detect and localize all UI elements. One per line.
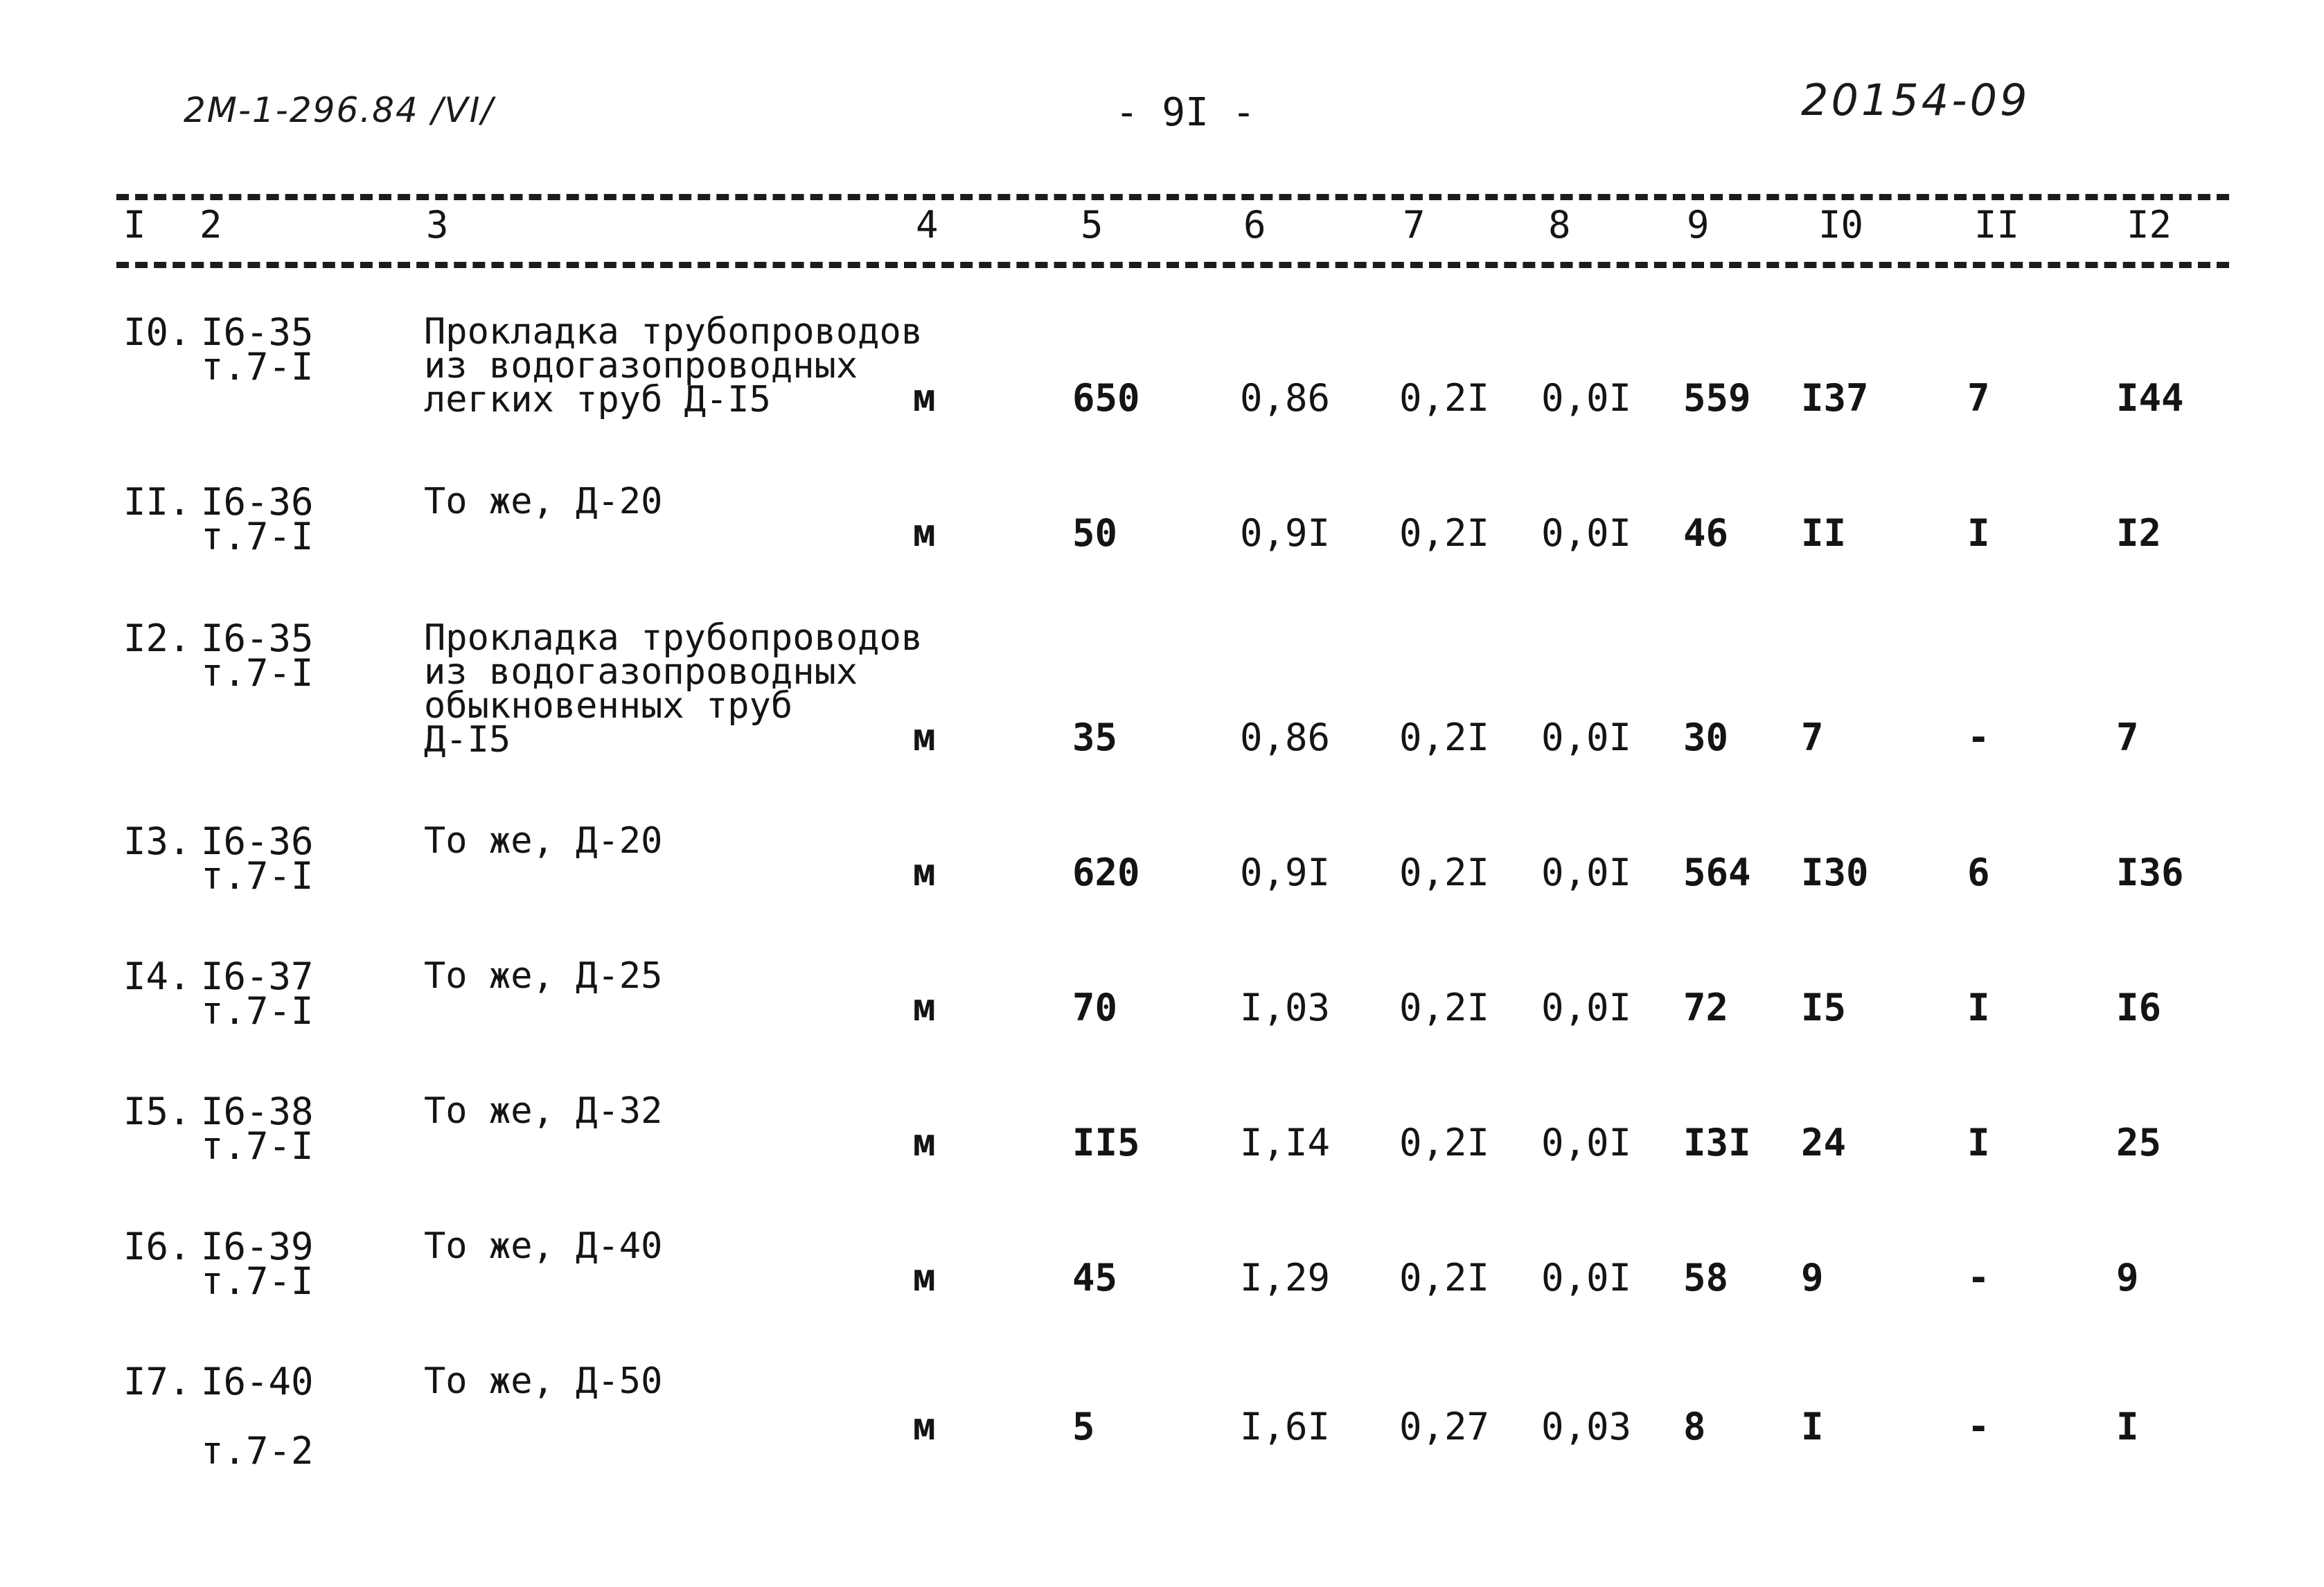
row-number: I5. [123,1090,191,1133]
row-col-7: 0,2I [1399,376,1490,420]
row-col-5: 35 [1072,716,1118,759]
row-col-9: 72 [1683,986,1729,1029]
row-number: II. [123,480,191,524]
row-col-5: 50 [1072,511,1118,555]
row-col-10: 24 [1801,1121,1847,1164]
row-col-8: 0,0I [1541,511,1632,555]
row-unit: м [913,851,936,894]
row-col-8: 0,0I [1541,851,1632,894]
row-description: Прокладка трубопроводов из водогазопроводных обыкновенных труб Д-I5 [424,617,923,761]
column-header-12: I2 [2127,203,2172,247]
row-col-9: 8 [1683,1405,1706,1448]
column-header-7: 7 [1403,203,1426,247]
row-number: I3. [123,819,191,863]
column-header-3: 3 [426,203,449,247]
row-code: I6-35 т.7-I [201,617,314,695]
row-col-8: 0,0I [1541,1121,1632,1164]
row-description: То же, Д-20 [424,481,663,522]
row-col-6: 0,9I [1240,511,1331,555]
row-number: I4. [123,955,191,998]
row-col-6: I,I4 [1240,1121,1331,1164]
row-description: То же, Д-40 [424,1225,663,1267]
row-col-11: 7 [1967,376,1990,420]
row-col-7: 0,2I [1399,851,1490,894]
row-col-11: - [1967,1405,1990,1448]
row-col-8: 0,0I [1541,986,1632,1029]
column-header-6: 6 [1243,203,1266,247]
row-col-8: 0,0I [1541,716,1632,759]
row-col-9: 559 [1683,376,1751,420]
row-col-12: I36 [2116,851,2184,894]
row-unit: м [913,1405,936,1448]
column-header-9: 9 [1687,203,1710,247]
row-col-7: 0,2I [1399,1256,1490,1300]
row-col-11: - [1967,1256,1990,1300]
row-col-9: 564 [1683,851,1751,894]
row-col-9: 46 [1683,511,1729,555]
row-col-7: 0,2I [1399,1121,1490,1164]
row-col-10: I5 [1801,986,1847,1029]
row-col-11: 6 [1967,851,1990,894]
row-unit: м [913,986,936,1029]
row-col-6: I,03 [1240,986,1331,1029]
row-code: I6-37 т.7-I [201,955,314,1033]
row-code: I6-40 т.7-2 [201,1360,314,1473]
row-col-12: I [2116,1405,2139,1448]
row-col-7: 0,2I [1399,716,1490,759]
row-col-8: 0,03 [1541,1405,1632,1448]
column-header-10: I0 [1818,203,1864,247]
row-code: I6-36 т.7-I [201,819,314,898]
row-number: I0. [123,310,191,354]
row-col-9: 30 [1683,716,1729,759]
row-col-11: I [1967,511,1990,555]
row-col-10: II [1801,511,1847,555]
row-col-10: 9 [1801,1256,1824,1300]
row-col-6: 0,86 [1240,376,1331,420]
row-description: То же, Д-32 [424,1090,663,1132]
row-col-8: 0,0I [1541,1256,1632,1300]
row-col-11: I [1967,986,1990,1029]
row-col-9: 58 [1683,1256,1729,1300]
row-col-8: 0,0I [1541,376,1632,420]
header-rule-top [116,194,2229,200]
document-reference: 20154-09 [1801,75,2030,125]
row-col-5: 620 [1072,851,1140,894]
row-col-12: 9 [2116,1256,2139,1300]
row-col-12: I6 [2116,986,2162,1029]
row-col-5: 5 [1072,1405,1095,1448]
row-col-9: I3I [1683,1121,1751,1164]
row-col-7: 0,2I [1399,511,1490,555]
row-col-10: I [1801,1405,1824,1448]
row-col-10: I30 [1801,851,1869,894]
row-col-11: I [1967,1121,1990,1164]
row-description: То же, Д-20 [424,820,663,862]
row-col-6: 0,86 [1240,716,1331,759]
row-unit: м [913,716,936,759]
column-header-4: 4 [916,203,939,247]
row-description: То же, Д-50 [424,1360,663,1402]
column-header-5: 5 [1081,203,1103,247]
row-unit: м [913,511,936,555]
row-col-6: I,6I [1240,1405,1331,1448]
row-code: I6-35 т.7-I [201,310,314,389]
document-code: 2M-1-296.84 /VI/ [184,90,495,130]
column-header-11: II [1974,203,2020,247]
row-col-5: 45 [1072,1256,1118,1300]
row-code: I6-38 т.7-I [201,1090,314,1168]
row-col-5: 70 [1072,986,1118,1029]
row-code: I6-36 т.7-I [201,480,314,558]
row-description: То же, Д-25 [424,955,663,997]
row-col-12: 25 [2116,1121,2162,1164]
row-col-12: I2 [2116,511,2162,555]
row-number: I7. [123,1360,191,1403]
row-unit: м [913,1256,936,1300]
row-col-11: - [1967,716,1990,759]
row-col-6: I,29 [1240,1256,1331,1300]
row-col-5: II5 [1072,1121,1140,1164]
column-header-2: 2 [199,203,222,247]
row-col-5: 650 [1072,376,1140,420]
row-col-10: 7 [1801,716,1824,759]
row-col-12: 7 [2116,716,2139,759]
row-description: Прокладка трубопроводов из водогазопроводных легких труб Д-I5 [424,311,923,420]
row-col-7: 0,27 [1399,1405,1490,1448]
row-number: I2. [123,617,191,660]
page-number: - 9I - [1115,90,1256,135]
column-header-1: I [123,203,146,247]
row-unit: м [913,1121,936,1164]
row-col-7: 0,2I [1399,986,1490,1029]
row-unit: м [913,376,936,420]
header-rule-bottom [116,262,2229,268]
row-col-12: I44 [2116,376,2184,420]
row-col-10: I37 [1801,376,1869,420]
row-col-6: 0,9I [1240,851,1331,894]
row-code: I6-39 т.7-I [201,1225,314,1303]
row-number: I6. [123,1225,191,1268]
column-header-8: 8 [1548,203,1571,247]
